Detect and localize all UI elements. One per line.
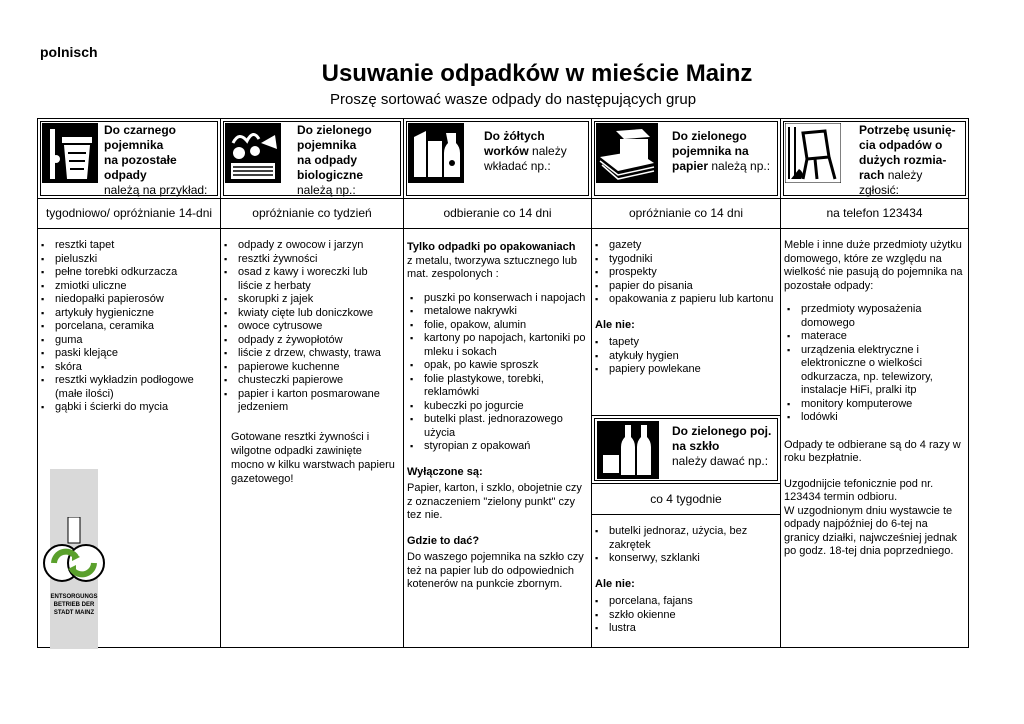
list-item: ▪ materace (784, 330, 964, 344)
header-line: papier (672, 159, 709, 173)
header-line: Potrzebę usunię- (859, 123, 956, 137)
excluded-title: Wyłączone są: (407, 465, 483, 478)
list-item: ▪ lodówki (784, 411, 964, 425)
list-item: ▪ urządzenia elektryczne i elektroniczne o wielkości odkurzacza, np. telewizory, instalacje HiFi, pralki itp (784, 344, 961, 398)
frequency-bulky-waste: na telefon 123434 (826, 206, 923, 220)
header-line: na szkło (672, 439, 720, 453)
header-line: pojemnika (104, 138, 164, 152)
header-line: należy dawać np.: (672, 454, 769, 468)
list-item: ▪ konserwy, szklanki (592, 552, 778, 566)
list-item: ▪ papiery powlekane (592, 363, 778, 377)
bulky-p2: Uzgodnijcie tefonicznie pod nr. 123434 termin odbioru. (784, 477, 934, 503)
list-item: ▪ szkło okienne (592, 609, 778, 623)
list-item: ▪ liście z drzew, chwasty, trawa (221, 347, 401, 361)
frequency-paper-bin: opróżnianie co 14 dni (628, 206, 744, 220)
bulky-p3: W uzgodnionym dniu wystawcie te odpady najpóźniej do 6-tej na granicy działki, najwcześniej jednak po godz. 18-tej dnia poprzedniego. (784, 504, 958, 557)
logo (50, 469, 98, 649)
header-line: rach (859, 168, 885, 182)
list-item: ▪ porcelana, fajans (592, 595, 778, 609)
where-title: Gdzie to dać? (407, 534, 480, 547)
column-yellow-bag (404, 119, 592, 647)
list-item: ▪ pieluszki (38, 253, 218, 267)
header-line: zgłosić: (859, 183, 900, 197)
waste-table (37, 118, 969, 648)
header-line: na pozostałe (104, 153, 177, 167)
list-item: ▪ odpady z owocow i jarzyn (221, 239, 401, 253)
black-bin-icon (42, 123, 98, 183)
list-item: ▪ papier do pisania (592, 280, 778, 294)
items-bulky-waste (784, 239, 964, 559)
list-item: ▪ tygodniki (592, 253, 778, 267)
list-item: ▪ artykuły hygieniczne (38, 307, 218, 321)
excluded-text: Papier, karton, i szklo, obojetnie czy z oznaczeniem "zielony punkt" czy tez nie. (407, 482, 582, 521)
where-text: Do waszego pojemnika na szkło czy też na papier lub do odpowiednich kotenerów na punkcie zbornym. (407, 551, 584, 590)
frequency-bio-bin: opróżnianie co tydzień (252, 206, 372, 220)
bulky-waste-chair-icon (785, 123, 841, 183)
header-line: Do żółtych (484, 129, 545, 143)
list-item: ▪ porcelana, ceramika (38, 320, 218, 334)
list-item: ▪ skóra (38, 361, 218, 375)
list-item: ▪ papier i karton posmarowane jedzeniem (221, 388, 393, 415)
header-line: cia odpadów o (859, 138, 943, 152)
list-item: ▪ kwiaty cięte lub doniczkowe (221, 307, 401, 321)
list-item: ▪ gąbki i ścierki do mycia (38, 401, 218, 415)
recycling-logo-icon (42, 517, 106, 587)
list-item: ▪ chusteczki papierowe (221, 374, 401, 388)
list-item: ▪ prospekty (592, 266, 778, 280)
header-line: pojemnika na (672, 144, 749, 158)
list-item: ▪ owoce cytrusowe (221, 320, 401, 334)
header-black-bin (38, 119, 220, 198)
frequency-yellow-bag: odbieranie co 14 dni (443, 206, 552, 220)
list-item: ▪ opak, po kawie sproszk (407, 359, 587, 373)
header-line: należy (887, 168, 923, 182)
header-yellow-bag (404, 119, 591, 198)
list-item: ▪ tapety (592, 336, 778, 350)
items-glass-bin (592, 525, 778, 636)
header-line: Do zielonego poj. (672, 424, 772, 438)
items-paper-bin (592, 239, 778, 377)
header-line: odpady (104, 168, 147, 182)
list-item: ▪ folie, opakow, alumin (407, 319, 587, 333)
list-item: ▪ resztki wykładzin podłogowe (małe ilości) (38, 374, 205, 401)
bio-bin-icon (225, 123, 281, 183)
header-line: należą na przykład: (104, 183, 208, 197)
list-item: ▪ butelki plast. jednorazowego użycia (407, 413, 584, 440)
list-item: ▪ opakowania z papieru lub kartonu (592, 293, 778, 307)
header-line: pojemnika (297, 138, 357, 152)
list-item: ▪ pełne torebki odkurzacza (38, 266, 218, 280)
column-bulky-waste (781, 119, 968, 647)
bio-note: Gotowane resztki żywności i wilgotne odpadki zawinięte mocno w kilku warstwach papieru gazetowego! (231, 430, 395, 485)
list-item: ▪ kartony po napojach, kartoniki po mleku i sokach (407, 332, 587, 359)
header-line: należą np.: (297, 183, 356, 197)
page-subtitle: Proszę sortować wasze odpady do następujących grup (330, 91, 697, 108)
header-bulky-waste (781, 119, 968, 198)
logo-text: BETRIEB DER (53, 602, 95, 608)
header-line: Do czarnego (104, 123, 177, 137)
glass-bottles-icon (597, 421, 659, 479)
list-item: ▪ metalowe nakrywki (407, 305, 587, 319)
header-line: worków (484, 144, 529, 158)
header-line: Do zielonego (297, 123, 372, 137)
header-glass-bin (592, 415, 780, 483)
items-black-bin (38, 239, 218, 415)
list-item: ▪ folie plastykowe, torebki, reklamówki (407, 373, 574, 400)
page-title: Usuwanie odpadków w mieście Mainz (321, 60, 753, 87)
list-item: ▪ resztki tapet (38, 239, 218, 253)
list-item: ▪ guma (38, 334, 218, 348)
bulky-p1: Odpady te odbierane są do 4 razy w roku bezpłatnie. (784, 438, 961, 464)
column-paper-bin (592, 119, 781, 647)
header-line: Do zielonego (672, 129, 747, 143)
column-black-bin (38, 119, 221, 647)
list-item: ▪ monitory komputerowe (784, 398, 964, 412)
list-item: ▪ butelki jednoraz, użycia, bez zakrętek (592, 525, 769, 552)
paper-bin-icon (596, 123, 658, 183)
list-item: ▪ odpady z żywopłotów (221, 334, 401, 348)
language-label: polnisch (40, 44, 98, 60)
list-item: ▪ puszki po konserwach i napojach (407, 292, 587, 306)
header-line: wkładać np.: (484, 159, 551, 173)
column-bio-bin (221, 119, 404, 647)
list-item: ▪ lustra (592, 622, 778, 636)
list-item: ▪ resztki żywności (221, 253, 401, 267)
items-bio-bin (221, 239, 401, 486)
list-item: ▪ osad z kawy i woreczki lub liście z herbaty (221, 266, 388, 293)
header-line: należą np.: (711, 159, 771, 173)
yellow-intro-bold: Tylko odpadki po opakowaniach (407, 241, 576, 253)
header-line: dużych rozmia- (859, 153, 947, 167)
list-item: ▪ zmiotki uliczne (38, 280, 218, 294)
list-item: ▪ paski klejące (38, 347, 218, 361)
header-line: należy (532, 144, 567, 158)
list-item: ▪ atykuły hygien (592, 350, 778, 364)
logo-text: STADT MAINZ (53, 610, 95, 616)
list-item: ▪ gazety (592, 239, 778, 253)
header-line: na odpady (297, 153, 358, 167)
list-item: ▪ skorupki z jajek (221, 293, 401, 307)
items-yellow-bag (407, 241, 587, 592)
yellow-bag-icon (408, 123, 464, 183)
logo-text: ENTSORGUNGS (50, 594, 98, 600)
list-item: ▪ przedmioty wyposażenia domowego (784, 303, 941, 330)
list-item: ▪ styropian z opakowań (407, 440, 587, 454)
yellow-intro: z metalu, tworzywa sztucznego lub mat. zespolonych : (407, 254, 577, 280)
list-item: ▪ niedopałki papierosów (38, 293, 218, 307)
header-bio-bin (221, 119, 403, 198)
paper-not-title: Ale nie: (595, 318, 635, 331)
list-item: ▪ kubeczki po jogurcie (407, 400, 587, 414)
frequency-glass-bin: co 4 tygodnie (592, 483, 780, 515)
frequency-black-bin: tygodniowo/ opróżnianie 14-dni (45, 206, 213, 220)
bulky-intro: Meble i inne duże przedmioty użytku domowego, które ze względu na wielkość nie pasują do pojemnika na pozostałe odpady: (784, 239, 963, 292)
glass-not-title: Ale nie: (595, 577, 635, 590)
list-item: ▪ papierowe kuchenne (221, 361, 401, 375)
header-line: biologiczne (297, 168, 363, 182)
header-paper-bin (592, 119, 780, 198)
